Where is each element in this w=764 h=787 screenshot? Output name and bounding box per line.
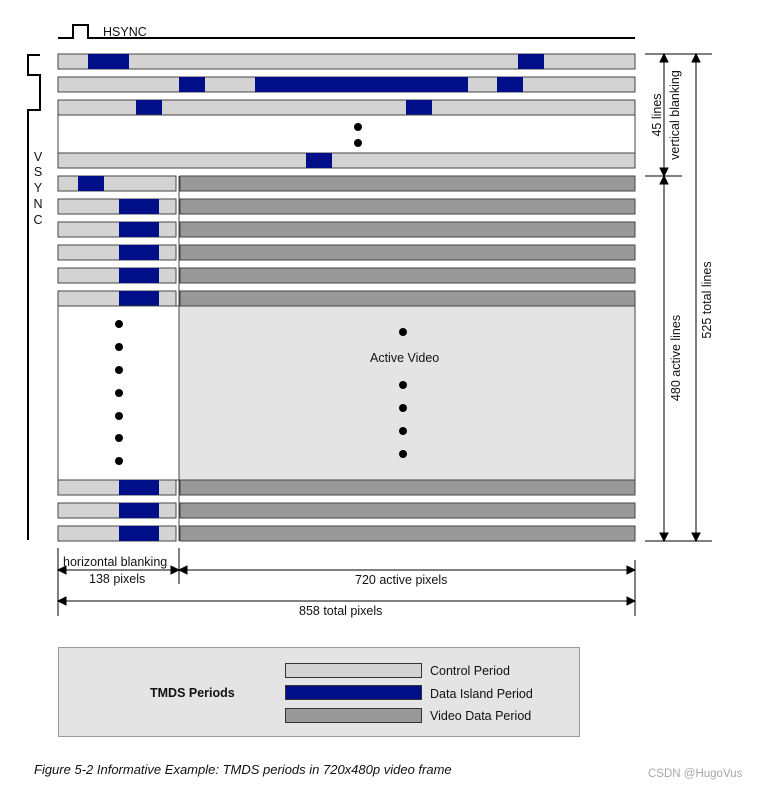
- active-lines-top: [58, 199, 635, 306]
- total-lines-label: 525 total lines: [699, 261, 714, 339]
- active-video-label: Active Video: [370, 351, 440, 365]
- vsync-letter-s: S: [33, 165, 43, 179]
- figure-caption: Figure 5-2 Informative Example: TMDS periods in 720x480p video frame: [34, 762, 452, 777]
- active-lines-bottom: [58, 480, 635, 541]
- active-lines-label: 480 active lines: [668, 314, 683, 402]
- legend-label-control: Control Period: [430, 664, 510, 678]
- total-pixels-label: 858 total pixels: [299, 604, 383, 618]
- active-video-region: [58, 306, 635, 480]
- legend-label-data-island: Data Island Period: [430, 687, 533, 701]
- active-line-first: [58, 176, 635, 191]
- vertical-blanking-rows: [58, 54, 635, 168]
- vsync-letter-c: C: [33, 213, 43, 227]
- blanking-pixels-label: 138 pixels: [89, 572, 146, 586]
- blanking-lines-label: 45 lines: [649, 93, 664, 137]
- vsync-letter-n: N: [33, 197, 43, 211]
- vsync-letter-y: Y: [33, 181, 43, 195]
- hsync-label: HSYNC: [103, 25, 147, 39]
- watermark: CSDN @HugoVus: [648, 768, 743, 780]
- legend-title: TMDS Periods: [150, 686, 235, 700]
- legend-swatch-control: [285, 663, 422, 678]
- vsync-waveform: [28, 55, 40, 540]
- horizontal-blanking-label: horizontal blanking: [63, 555, 168, 569]
- active-pixels-label: 720 active pixels: [355, 573, 448, 587]
- legend-swatch-video: [285, 708, 422, 723]
- legend-swatch-data-island: [285, 685, 422, 700]
- legend-label-video: Video Data Period: [430, 709, 532, 723]
- vsync-letter-v: V: [33, 150, 43, 164]
- vertical-blanking-label: vertical blanking: [667, 70, 682, 160]
